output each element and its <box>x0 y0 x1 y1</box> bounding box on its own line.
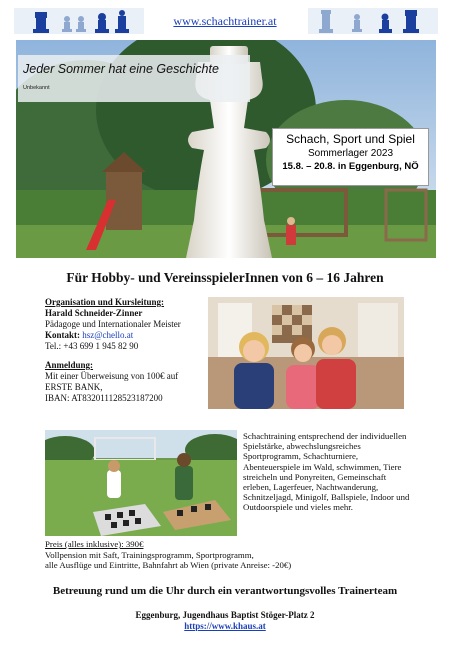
registration-line2: ERSTE BANK, <box>45 382 103 392</box>
email-link[interactable]: hsz@chello.at <box>82 330 134 340</box>
contact-label: Kontakt: <box>45 330 81 340</box>
contact-line <box>45 330 210 341</box>
organiser-name: Harald Schneider-Zinner <box>45 308 143 318</box>
price-line1: Vollpension mit Saft, Trainingsprogramm, Sportprogramm, <box>45 549 254 560</box>
quote-box <box>18 55 250 102</box>
camp-subtitle: Sommerlager 2023 <box>307 148 394 159</box>
registration-line1: Mit einer Überweisung von 100€ auf <box>45 371 179 381</box>
kids-photo <box>208 297 404 409</box>
quote-title: Jeder Sommer hat eine Geschichte <box>23 62 219 76</box>
chess-park-photo <box>45 430 237 536</box>
chess-pieces-right-icon <box>308 4 438 34</box>
venue-url-link[interactable]: https://www.khaus.at <box>184 621 266 631</box>
organisation-block <box>45 297 210 404</box>
care-statement: Betreuung rund um die Uhr durch ein verantwortungsvolles Trainerteam <box>52 585 398 597</box>
venue-block <box>0 610 450 632</box>
camp-title: Schach, Sport und Spiel <box>286 132 415 146</box>
organiser-role: Pädagoge und Internationaler Meister <box>45 319 181 329</box>
organisation-heading: Organisation und Kursleitung: <box>45 297 165 307</box>
venue-address: Eggenburg, Jugendhaus Baptist Stöger-Platz 2 <box>135 610 315 620</box>
registration-heading: Anmeldung: <box>45 360 94 370</box>
phone-number: Tel.: +43 699 1 945 82 90 <box>45 341 139 351</box>
page-headline: Für Hobby- und VereinsspielerInnen von 6 – 16 Jahren <box>66 270 384 285</box>
price-block <box>45 539 415 571</box>
price-line2: alle Ausflüge und Eintritte, Bahnfahrt ab Wien (private Anreise: -20€) <box>45 560 292 570</box>
camp-dates: 15.8. – 20.8. in Eggenburg, NÖ <box>282 161 419 172</box>
quote-author: Unbekannt <box>23 85 50 91</box>
header-strip <box>0 0 450 38</box>
camp-info-box <box>272 128 429 186</box>
registration-iban: IBAN: AT832011128523187200 <box>45 393 163 403</box>
header-url-link[interactable]: www.schachtrainer.at <box>173 14 277 28</box>
activities-text: Schachtraining entsprechend der individuellen Spielstärke, abwechslungsreiches Sportprogramm, Schachturniere, Abenteuerspiele im Wald, schwimmen, Tiere streicheln und Ponyreiten, Gemeinschaft erleben, Lagerfeuer, Nachtwanderung, Schnitzeljagd, Minigolf, Ballspiele, Indoor und Outdoorspiele und vieles mehr. <box>243 431 410 513</box>
price-label: Preis (alles inklusive): 390€ <box>45 539 144 549</box>
